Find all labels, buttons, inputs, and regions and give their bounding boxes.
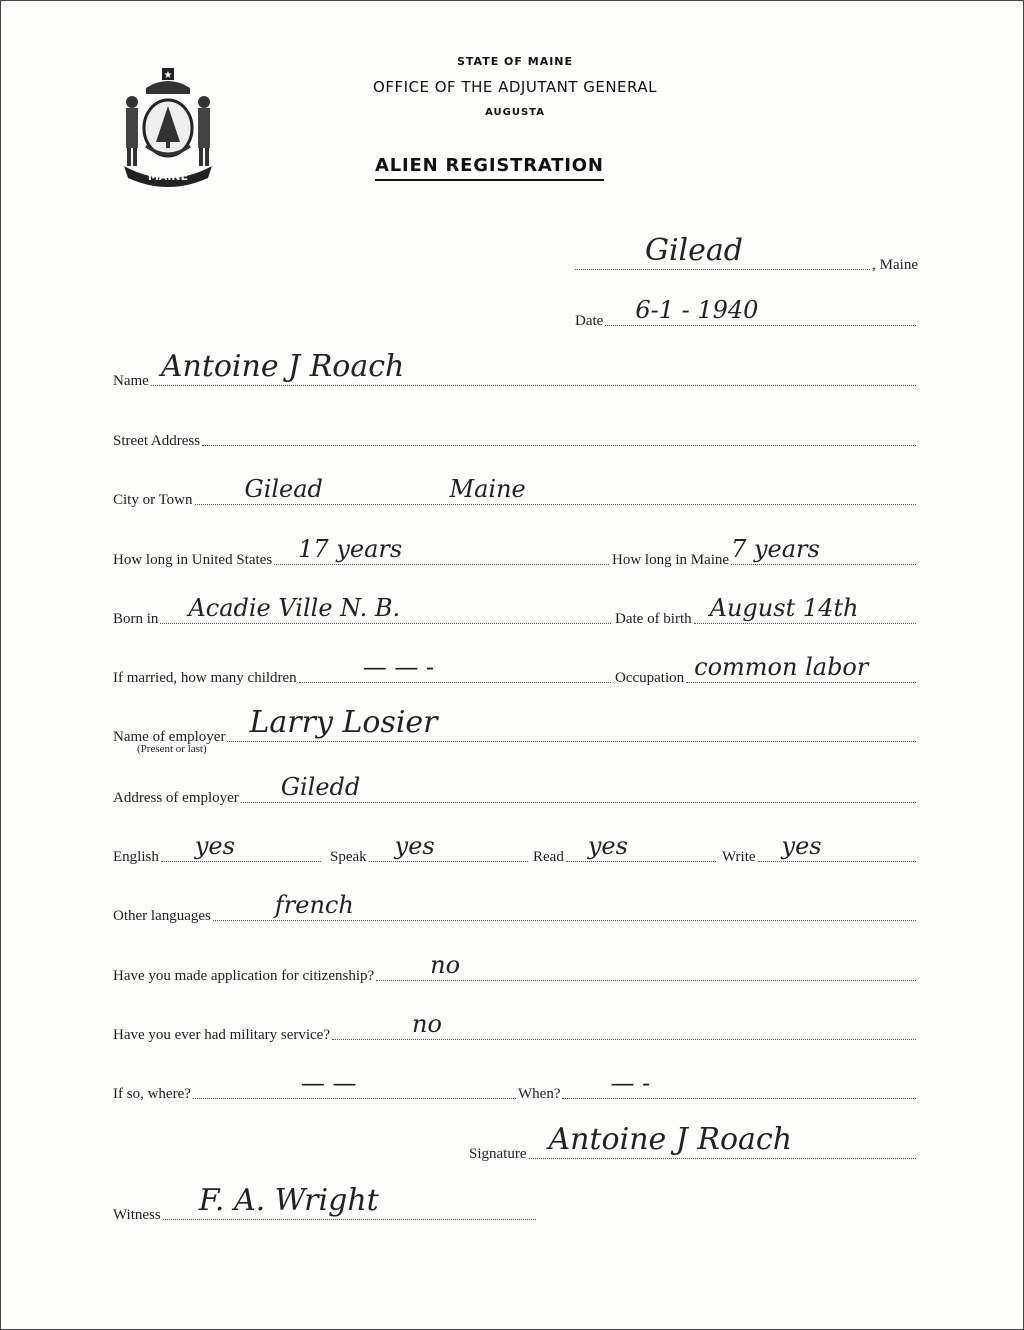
born-row [113,594,613,628]
other-languages-label: Other languages [113,908,211,924]
date-row [575,296,918,330]
signature-line[interactable] [529,1122,917,1159]
city-line[interactable] [195,475,916,505]
employer-value: Larry Losier [249,705,438,740]
employer-address-value: Giledd [280,773,361,801]
where-label: If so, where? [113,1086,191,1102]
city-row [113,475,918,509]
occupation-value: common labor [694,653,869,681]
employer-row [113,705,918,746]
form-title: ALIEN REGISTRATION [375,155,604,181]
military-line[interactable] [332,1010,916,1040]
us-time-value: 17 years [298,535,403,563]
witness-label: Witness [113,1207,161,1223]
write-row [722,832,918,866]
where-line[interactable] [193,1069,516,1099]
street-line[interactable] [202,445,916,446]
place-line[interactable] [575,233,870,270]
born-value: Acadie Ville N. B. [188,594,401,622]
dob-line[interactable] [694,594,916,624]
other-languages-line[interactable] [213,891,916,921]
military-row [113,1010,918,1044]
citizenship-row [113,951,918,985]
dob-row [615,594,918,628]
city-label: City or Town [113,492,193,508]
english-label: English [113,849,159,865]
when-line[interactable] [562,1069,916,1099]
where-value: — — [300,1069,357,1097]
speak-value: yes [394,832,435,860]
where-row [113,1069,518,1103]
other-languages-value: french [274,891,354,919]
employer-sublabel: (Present or last) [137,743,207,755]
street-row [113,424,918,450]
seal-star-icon: ★ [163,70,173,81]
speak-label: Speak [330,849,367,865]
citizenship-line[interactable] [376,951,916,981]
write-label: Write [722,849,756,865]
employer-address-label: Address of employer [113,790,239,806]
employer-label: Name of employer [113,729,226,745]
header-office: OFFICE OF THE ADJUTANT GENERAL [373,78,657,96]
street-label: Street Address [113,433,201,449]
seal-banner-text: MAINE [147,170,189,183]
city-value-state: Maine [449,475,526,503]
header-city: AUGUSTA [485,107,545,118]
city-value: Gilead [244,475,323,503]
citizenship-value: no [430,951,461,979]
military-label: Have you ever had military service? [113,1027,330,1043]
write-line[interactable] [758,832,916,862]
when-value: — - [610,1069,651,1097]
employer-address-line[interactable] [241,773,916,803]
speak-row [330,832,530,866]
write-value: yes [781,832,822,860]
name-value: Antoine J Roach [160,349,405,384]
children-row [113,653,613,687]
witness-value: F. A. Wright [198,1183,379,1218]
name-line[interactable] [151,349,916,386]
header-state: STATE OF MAINE [456,55,574,68]
other-languages-row [113,891,918,925]
maine-time-value: 7 years [731,535,820,563]
us-time-row [113,535,611,569]
witness-line[interactable] [163,1183,536,1220]
english-line[interactable] [161,832,321,862]
date-label: Date [575,313,604,329]
read-value: yes [587,832,628,860]
read-line[interactable] [566,832,716,862]
born-label: Born in [113,611,159,627]
name-row [113,349,918,390]
born-line[interactable] [160,594,611,624]
place-row [573,233,918,274]
occupation-label: Occupation [615,670,685,686]
english-value: yes [194,832,235,860]
children-value: — — - [362,653,435,681]
military-value: no [412,1010,442,1038]
dob-label: Date of birth [615,611,692,627]
date-value: 6-1 - 1940 [635,296,759,324]
maine-state-seal-icon [116,66,220,190]
name-label: Name [113,373,149,389]
maine-time-row [612,535,918,569]
signature-row [469,1122,918,1163]
maine-time-line[interactable] [731,535,916,565]
read-label: Read [533,849,564,865]
maine-time-label: How long in Maine [612,552,730,568]
dob-value: August 14th [709,594,859,622]
read-row [533,832,718,866]
english-row [113,832,323,866]
place-suffix: , Maine [872,257,918,273]
employer-address-row [113,773,918,807]
children-label: If married, how many children [113,670,297,686]
citizenship-label: Have you made application for citizenship? [113,968,375,984]
witness-row [113,1183,538,1224]
date-line[interactable] [605,296,916,326]
children-line[interactable] [299,653,611,683]
speak-line[interactable] [369,832,528,862]
employer-line[interactable] [227,705,916,742]
signature-value: Antoine J Roach [548,1122,793,1157]
signature-label: Signature [469,1146,527,1162]
occupation-row [615,653,918,687]
when-label: When? [518,1086,561,1102]
when-row [518,1069,918,1103]
occupation-line[interactable] [686,653,916,683]
us-time-line[interactable] [274,535,609,565]
place-value: Gilead [645,233,743,268]
us-time-label: How long in United States [113,552,273,568]
